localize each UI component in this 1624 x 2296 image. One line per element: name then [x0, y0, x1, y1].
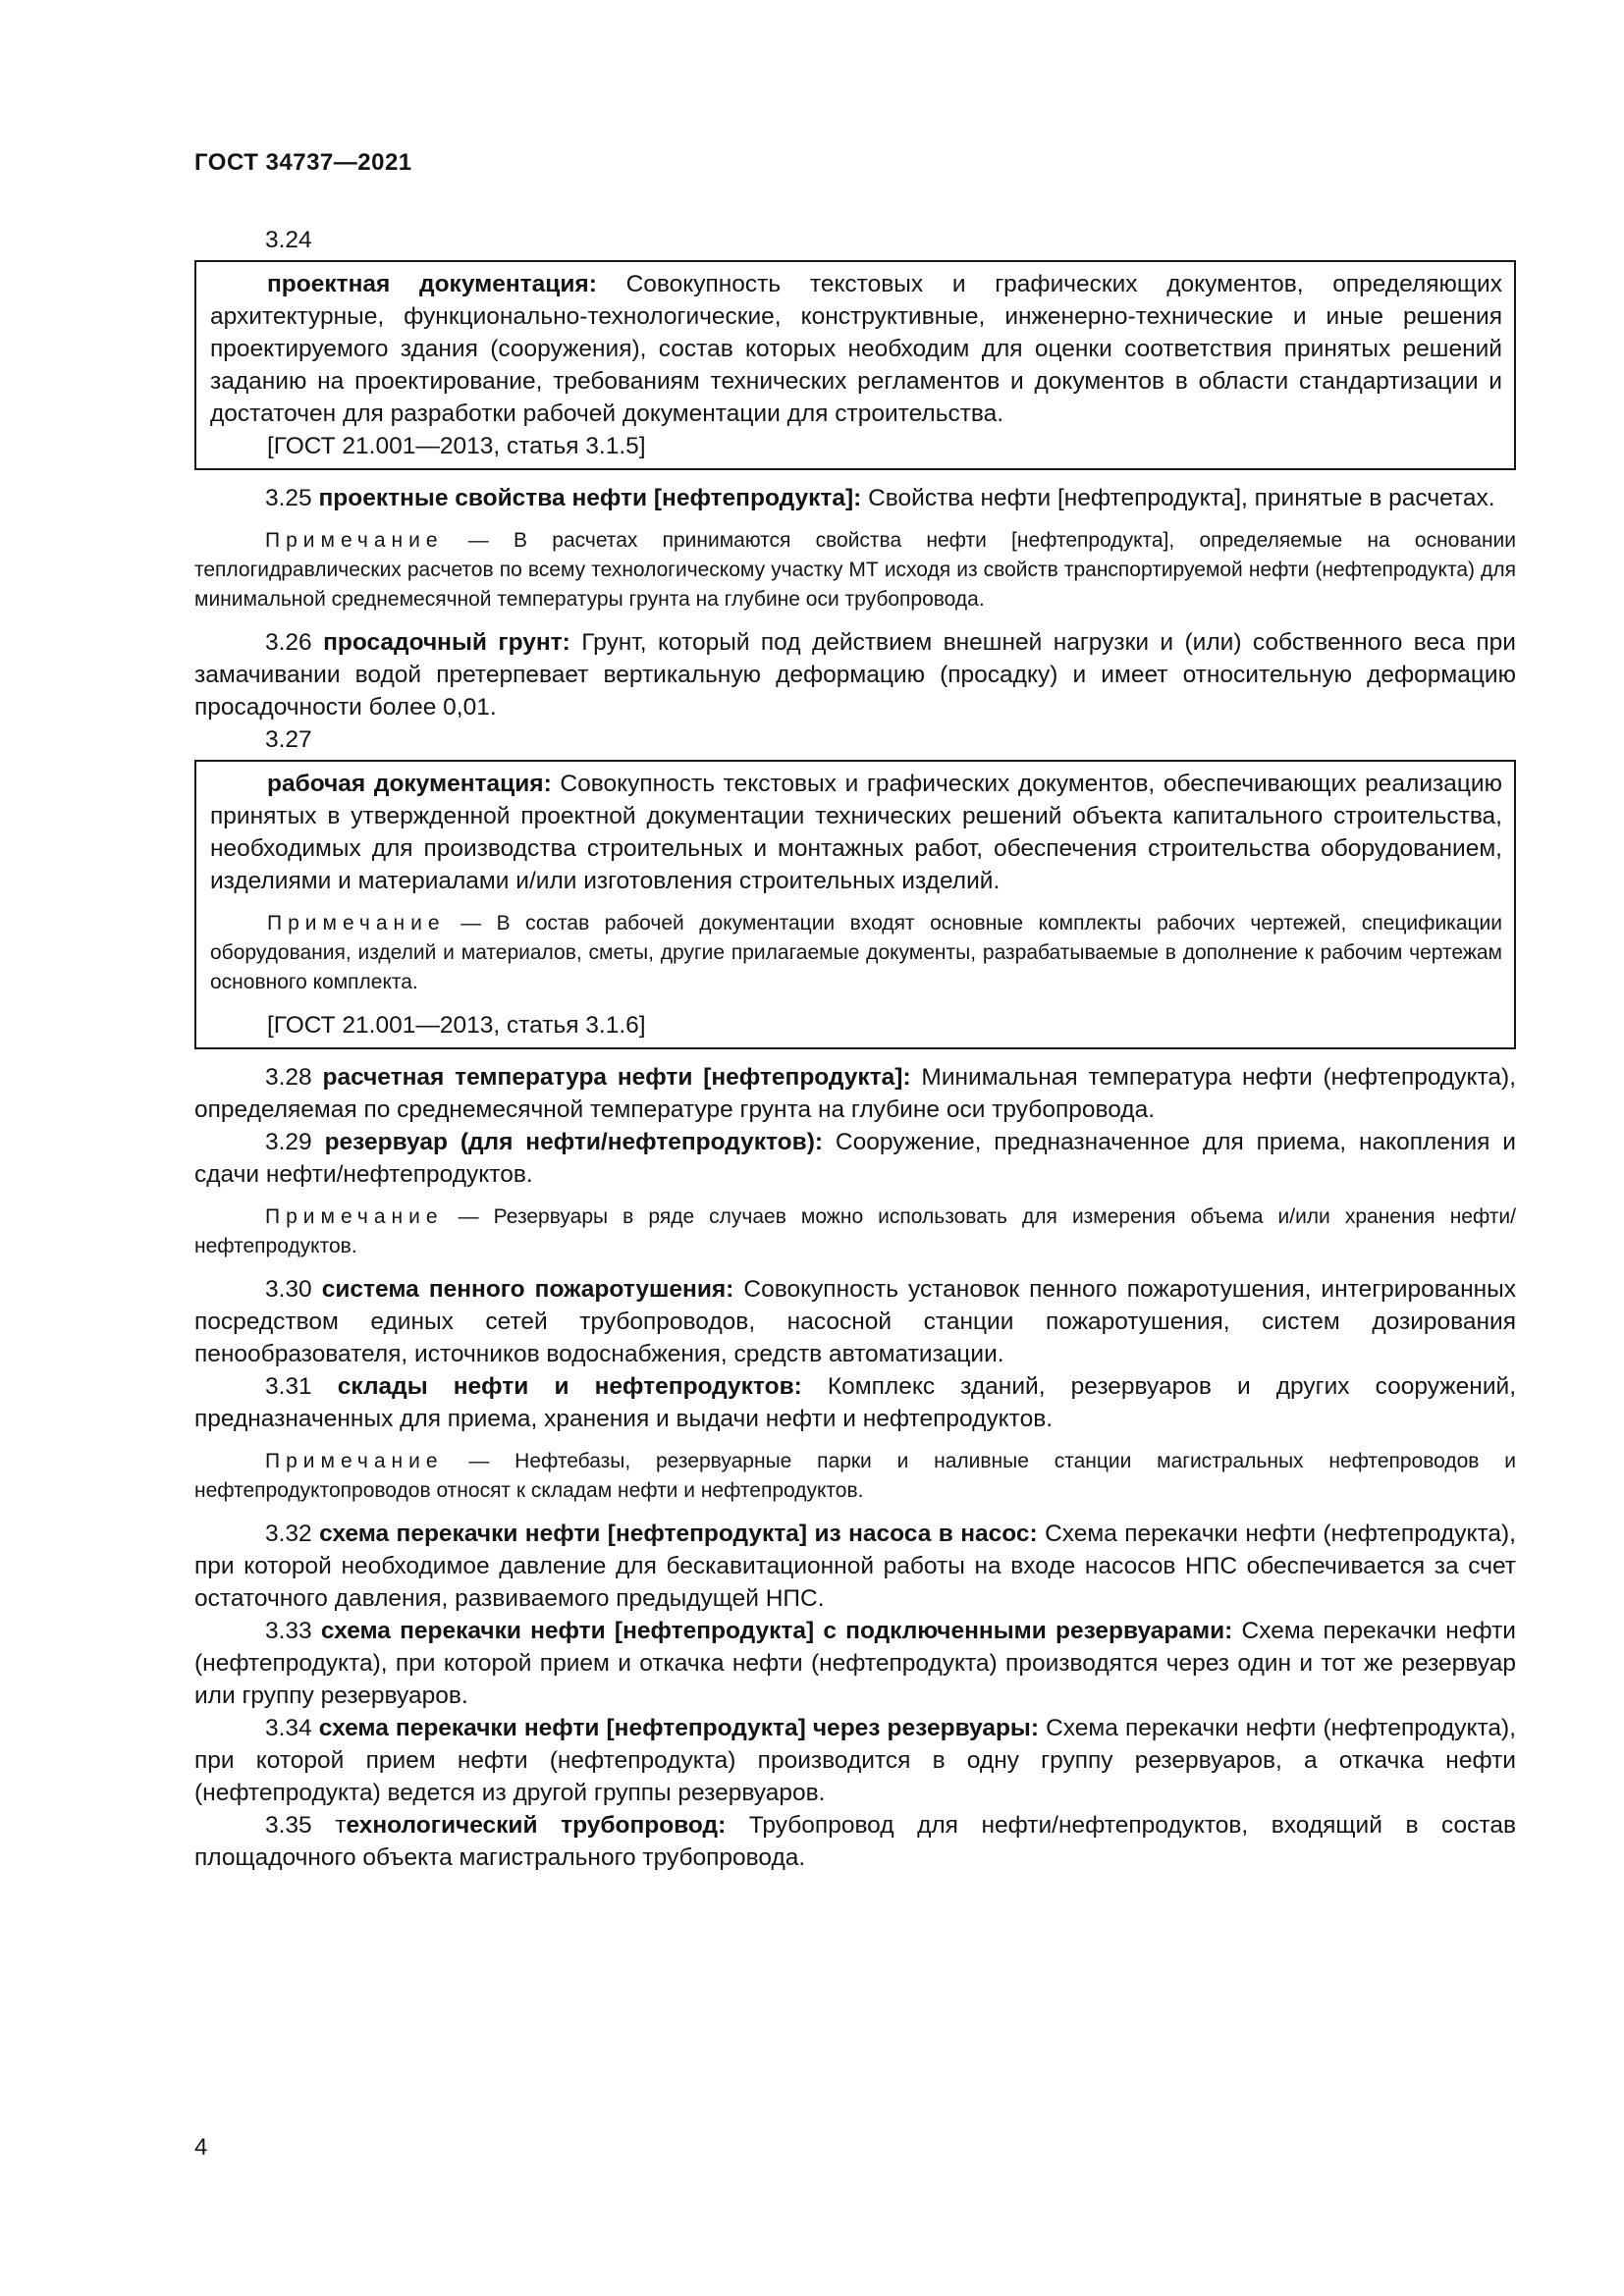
term: система пенного пожаротушения: [321, 1276, 734, 1303]
note-text: — В состав рабочей документации входят основные комплекты рабочих чертежей, спецификации оборудования, изделий и материалов, сметы, другие прилагаемые документы, разрабатываемые в дополнение к рабочим чертежам основного комплекта. [210, 912, 1502, 993]
term: схема перекачки нефти [нефтепродукта] через резервуары: [318, 1715, 1040, 1741]
term: склады нефти и нефтепродуктов: [337, 1373, 802, 1400]
note-text: — Резервуары в ряде случаев можно использовать для измерения объема и/или хранения нефти/нефтепродуктов. [194, 1205, 1516, 1257]
note [194, 526, 1516, 614]
page-number: 4 [194, 2134, 208, 2161]
entry-number: 3.25 [265, 485, 312, 511]
entry-number: 3.28 [265, 1064, 312, 1091]
term-lead: т [311, 1812, 347, 1839]
definition-text: Трубопровод для нефти/нефтепродуктов, входящий в состав площадочного объекта магистрального трубопровода. [194, 1812, 1517, 1871]
entry-number: 3.32 [265, 1521, 312, 1547]
document-header: ГОСТ 34737—2021 [194, 149, 412, 176]
document-body [194, 224, 1516, 1874]
definition-text: Комплекс зданий, резервуаров и других сооружений, предназначенных для приема, хранения и выдачи нефти и нефтепродуктов. [194, 1373, 1517, 1432]
entry-number: 3.30 [265, 1276, 312, 1303]
definition-paragraph [194, 1061, 1516, 1126]
entry-number: 3.29 [265, 1129, 312, 1155]
definition-box [194, 760, 1516, 1049]
entry-number: 3.24 [265, 227, 312, 253]
term: просадочный грунт: [323, 629, 570, 656]
definition-text: Грунт, который под действием внешней нагрузки и (или) собственного веса при замачивании водой претерпевает вертикальную деформацию (просадку) и имеет относительную деформацию просадочности более 0,01. [194, 629, 1516, 721]
definition-text: Минимальная температура нефти (нефтепродукта), определяемая по среднемесячной температуре грунта на глубине оси трубопровода. [194, 1064, 1517, 1123]
entry-number: 3.31 [265, 1373, 312, 1400]
definition-paragraph [194, 1809, 1516, 1874]
definition-paragraph [210, 768, 1502, 897]
definition-paragraph [194, 626, 1516, 723]
note [194, 1202, 1516, 1261]
term: проектная документация: [267, 271, 597, 297]
source-reference: [ГОСТ 21.001—2013, статья 3.1.5] [267, 433, 646, 459]
definition-paragraph [210, 268, 1502, 430]
term: рабочая документация: [267, 771, 552, 797]
definition-text: Совокупность текстовых и графических документов, определяющих архитектурные, функционально-технологические, конструктивные, инженерно-технические и иные решения проектируемого здания (сооружения), состав которых необходим для оценки соответствия принятых решений заданию на проектирование, требованиям технических регламентов и документов в области стандартизации и достаточен для разработки рабочей документации для строительства. [210, 271, 1502, 427]
note-label: Примечание [265, 1450, 444, 1472]
definition-paragraph [194, 1126, 1516, 1191]
definition-paragraph [194, 1615, 1516, 1712]
term: схема перекачки нефти [нефтепродукта] из насоса в насос: [319, 1521, 1038, 1547]
note [210, 909, 1502, 997]
entry-number: 3.26 [265, 629, 312, 656]
entry-number: 3.35 [265, 1812, 312, 1839]
note-label: Примечание [265, 529, 444, 552]
definition-text: Схема перекачки нефти (нефтепродукта), при которой прием нефти (нефтепродукта) производится в одну группу резервуаров, а откачка нефти (нефтепродукта) ведется из другой группы резервуаров. [194, 1715, 1517, 1806]
entry-number: 3.33 [265, 1618, 312, 1644]
definition-text: Схема перекачки нефти (нефтепродукта), при которой необходимое давление для бескавитационной работы на входе насосов НПС обеспечивается за счет остаточного давления, развиваемого предыдущей НПС. [194, 1521, 1516, 1612]
note [194, 1447, 1516, 1506]
note-label: Примечание [265, 1205, 444, 1228]
source-reference: [ГОСТ 21.001—2013, статья 3.1.6] [267, 1012, 646, 1039]
definition-text: Схема перекачки нефти (нефтепродукта), при которой прием и откачка нефти (нефтепродукта) производятся через один и тот же резервуар или группу резервуаров. [194, 1618, 1516, 1709]
term: расчетная температура нефти [нефтепродукта]: [322, 1064, 911, 1091]
definition-paragraph [194, 1370, 1516, 1435]
entry-number: 3.27 [265, 726, 312, 753]
note-label: Примечание [267, 912, 446, 934]
definition-paragraph [194, 1712, 1516, 1809]
definition-text: Совокупность установок пенного пожаротушения, интегрированных посредством единых сетей трубопроводов, насосной станции пожаротушения, систем дозирования пенообразователя, источников водоснабжения, средств автоматизации. [194, 1276, 1517, 1367]
definition-paragraph [194, 482, 1516, 514]
term: ехнологический трубопровод: [346, 1812, 727, 1839]
definition-paragraph [194, 1273, 1516, 1370]
definition-paragraph [194, 1518, 1516, 1615]
term: проектные свойства нефти [нефтепродукта]: [318, 485, 862, 511]
definition-box [194, 260, 1516, 470]
definition-text: Совокупность текстовых и графических документов, обеспечивающих реализацию принятых в утвержденной проектной документации технических решений объекта капитального строительства, необходимых для производства строительных и монтажных работ, обеспечения строительства оборудованием, изделиями и материалами и/или изготовления строительных изделий. [210, 771, 1502, 894]
definition-text: Свойства нефти [нефтепродукта], принятые в расчетах. [861, 485, 1495, 511]
definition-text: Сооружение, предназначенное для приема, накопления и сдачи нефти/нефтепродуктов. [194, 1129, 1516, 1188]
entry-number: 3.34 [265, 1715, 312, 1741]
term: схема перекачки нефти [нефтепродукта] с подключенными резервуарами: [320, 1618, 1233, 1644]
note-text: — В расчетах принимаются свойства нефти [нефтепродукта], определяемые на основании теплогидравлических расчетов по всему технологическому участку МТ исходя из свойств транспортируемой нефти (нефтепродукта) для минимальной среднемесячной температуры грунта на глубине оси трубопровода. [194, 529, 1516, 611]
term: резервуар (для нефти/нефтепродуктов): [324, 1129, 824, 1155]
note-text: — Нефтебазы, резервуарные парки и наливные станции магистральных нефтепроводов и нефтепродуктопроводов относят к складам нефти и нефтепродуктов. [194, 1450, 1516, 1502]
